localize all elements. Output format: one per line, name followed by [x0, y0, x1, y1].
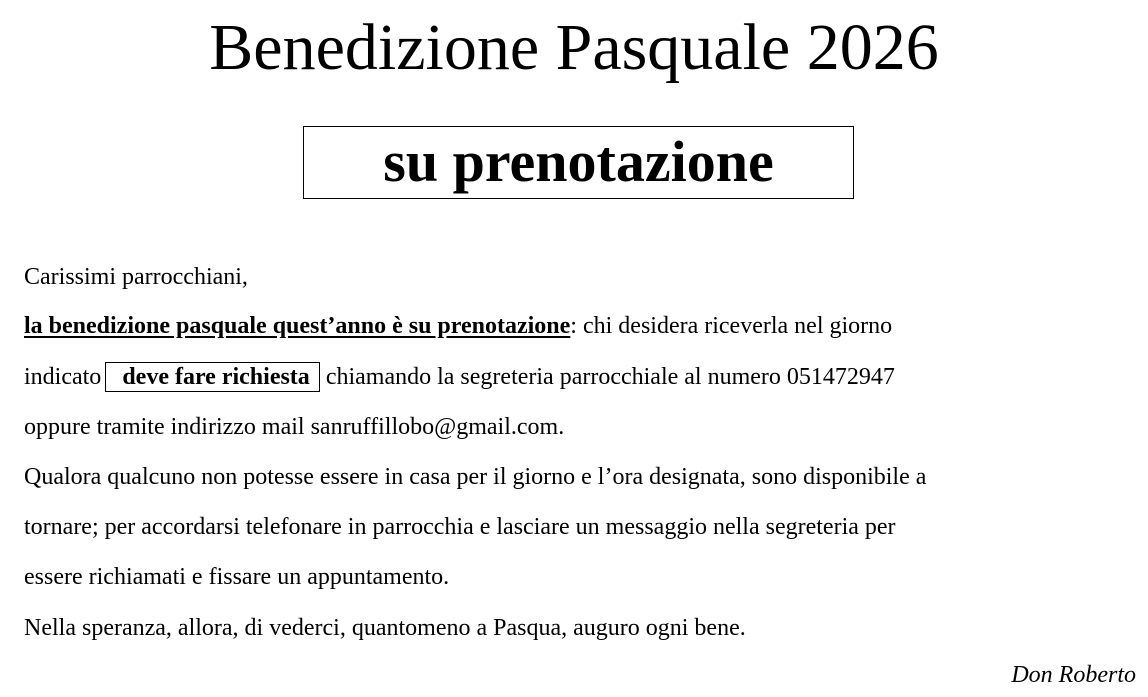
request-prefix: indicato: [24, 364, 102, 390]
subtitle-box: su prenotazione: [303, 126, 854, 199]
paragraph-line: tornare; per accordarsi telefonare in parrocchia e lasciare un messaggio nella segreteria per: [24, 514, 896, 540]
announcement-rest: : chi desidera riceverla nel giorno: [570, 313, 893, 339]
paragraph-line: essere richiamati e fissare un appuntamento.: [24, 564, 450, 590]
request-line: [24, 362, 895, 392]
paragraph-line: Qualora qualcuno non potesse essere in casa per il giorno e l’ora designata, sono disponibile a: [24, 464, 927, 490]
request-suffix: chiamando la segreteria parrocchiale al numero 051472947: [325, 364, 895, 390]
closing-line: Nella speranza, allora, di vederci, quantomeno a Pasqua, auguro ogni bene.: [24, 615, 746, 641]
request-highlight-box: deve fare richiesta: [105, 362, 320, 392]
greeting: Carissimi parrocchiani,: [24, 264, 248, 290]
announcement-line: [24, 311, 892, 341]
email-line: oppure tramite indirizzo mail sanruffillobo@gmail.com.: [24, 414, 565, 440]
announcement-highlight: la benedizione pasquale quest’anno è su prenotazione: [24, 313, 571, 339]
page-title: Benedizione Pasquale 2026: [209, 11, 939, 84]
signature: Don Roberto: [1011, 662, 1136, 688]
